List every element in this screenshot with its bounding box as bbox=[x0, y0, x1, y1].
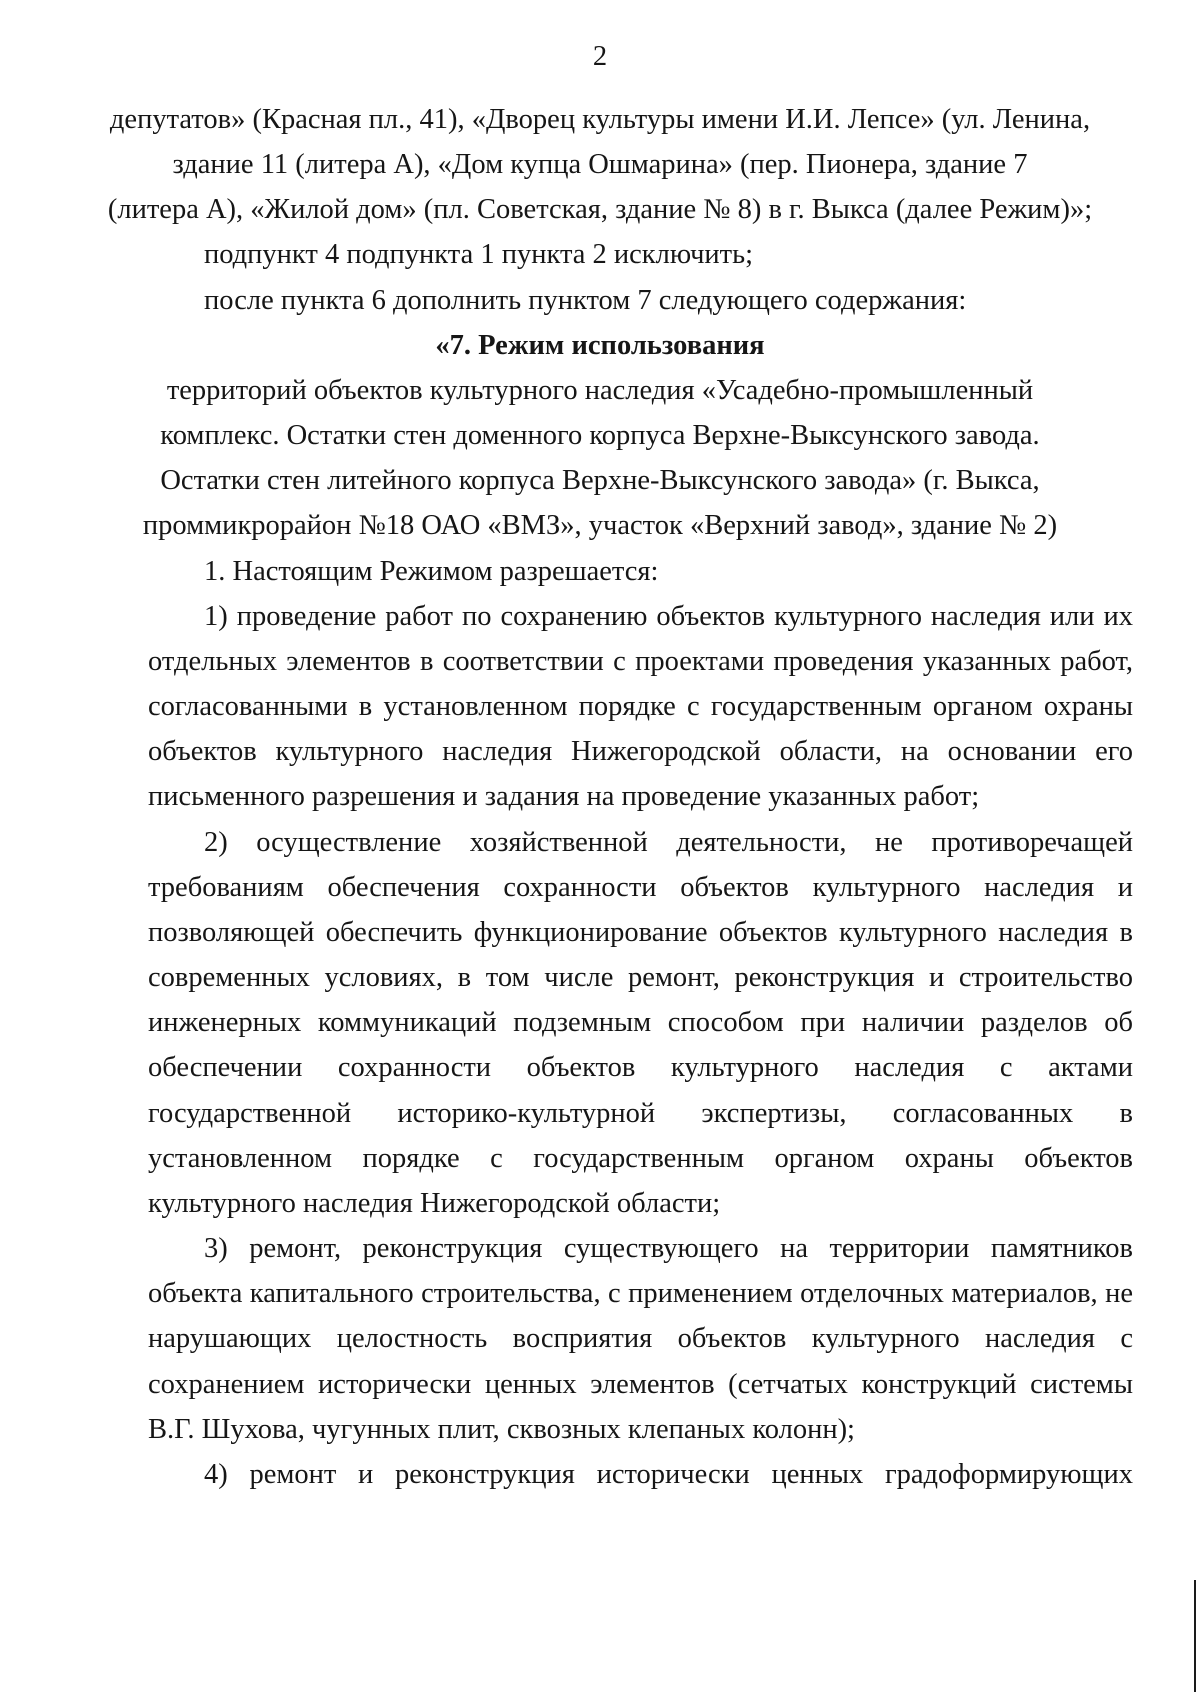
item-line: объектов культурного наследия Нижегородской области, на основании его bbox=[148, 736, 1133, 767]
section-subheading: комплекс. Остатки стен доменного корпуса Верхне-Выксунского завода. bbox=[160, 420, 1040, 451]
text-line: здание 11 (литера А), «Дом купца Ошмарина» (пер. Пионера, здание 7 bbox=[172, 149, 1028, 180]
item-line: нарушающих целостность восприятия объектов культурного наследия с bbox=[148, 1323, 1133, 1354]
item-line: 3) ремонт, реконструкция существующего на территории памятников bbox=[204, 1233, 1133, 1264]
item-line: культурного наследия Нижегородской области; bbox=[148, 1188, 721, 1219]
item-line: обеспечении сохранности объектов культурного наследия с актами bbox=[148, 1052, 1133, 1083]
text-line: (литера А), «Жилой дом» (пл. Советская, здание № 8) в г. Выкса (далее Режим)»; bbox=[107, 194, 1093, 225]
item-line: установленном порядке с государственным органом охраны объектов bbox=[148, 1143, 1133, 1174]
item-line: 1) проведение работ по сохранению объектов культурного наследия или их bbox=[204, 601, 1133, 632]
section-subheading: Остатки стен литейного корпуса Верхне-Выксунского завода» (г. Выкса, bbox=[160, 465, 1040, 496]
item-line: 2) осуществление хозяйственной деятельности, не противоречащей bbox=[204, 827, 1133, 858]
section-heading: «7. Режим использования bbox=[435, 330, 765, 361]
text-line: подпункт 4 подпункта 1 пункта 2 исключить; bbox=[204, 239, 754, 270]
text-line: депутатов» (Красная пл., 41), «Дворец культуры имени И.И. Лепсе» (ул. Ленина, bbox=[109, 104, 1091, 135]
item-line: письменного разрешения и задания на проведение указанных работ; bbox=[148, 781, 980, 812]
item-line: согласованными в установленном порядке с государственным органом охраны bbox=[148, 691, 1133, 722]
page-number: 2 bbox=[592, 41, 608, 72]
item-line: современных условиях, в том числе ремонт, реконструкция и строительство bbox=[148, 962, 1133, 993]
section-subheading: проммикрорайон №18 ОАО «ВМЗ», участок «Верхний завод», здание № 2) bbox=[142, 510, 1058, 541]
item-line: государственной историко-культурной экспертизы, согласованных в bbox=[148, 1098, 1133, 1129]
item-line: В.Г. Шухова, чугунных плит, сквозных клепаных колонн); bbox=[148, 1414, 855, 1445]
section-subheading: территорий объектов культурного наследия «Усадебно-промышленный bbox=[166, 375, 1034, 406]
item-line: сохранением исторически ценных элементов (сетчатых конструкций системы bbox=[148, 1369, 1133, 1400]
item-line: позволяющей обеспечить функционирование объектов культурного наследия в bbox=[148, 917, 1133, 948]
item-line: 4) ремонт и реконструкция исторически ценных градоформирующих bbox=[204, 1459, 1133, 1490]
clause-line: 1. Настоящим Режимом разрешается: bbox=[204, 556, 659, 587]
item-line: объекта капитального строительства, с применением отделочных материалов, не bbox=[148, 1278, 1133, 1309]
text-line: после пункта 6 дополнить пунктом 7 следующего содержания: bbox=[204, 285, 967, 316]
item-line: требованиям обеспечения сохранности объектов культурного наследия и bbox=[148, 872, 1133, 903]
scan-edge-mark bbox=[1194, 1580, 1196, 1692]
item-line: отдельных элементов в соответствии с проектами проведения указанных работ, bbox=[148, 646, 1133, 677]
item-line: инженерных коммуникаций подземным способом при наличии разделов об bbox=[148, 1007, 1133, 1038]
